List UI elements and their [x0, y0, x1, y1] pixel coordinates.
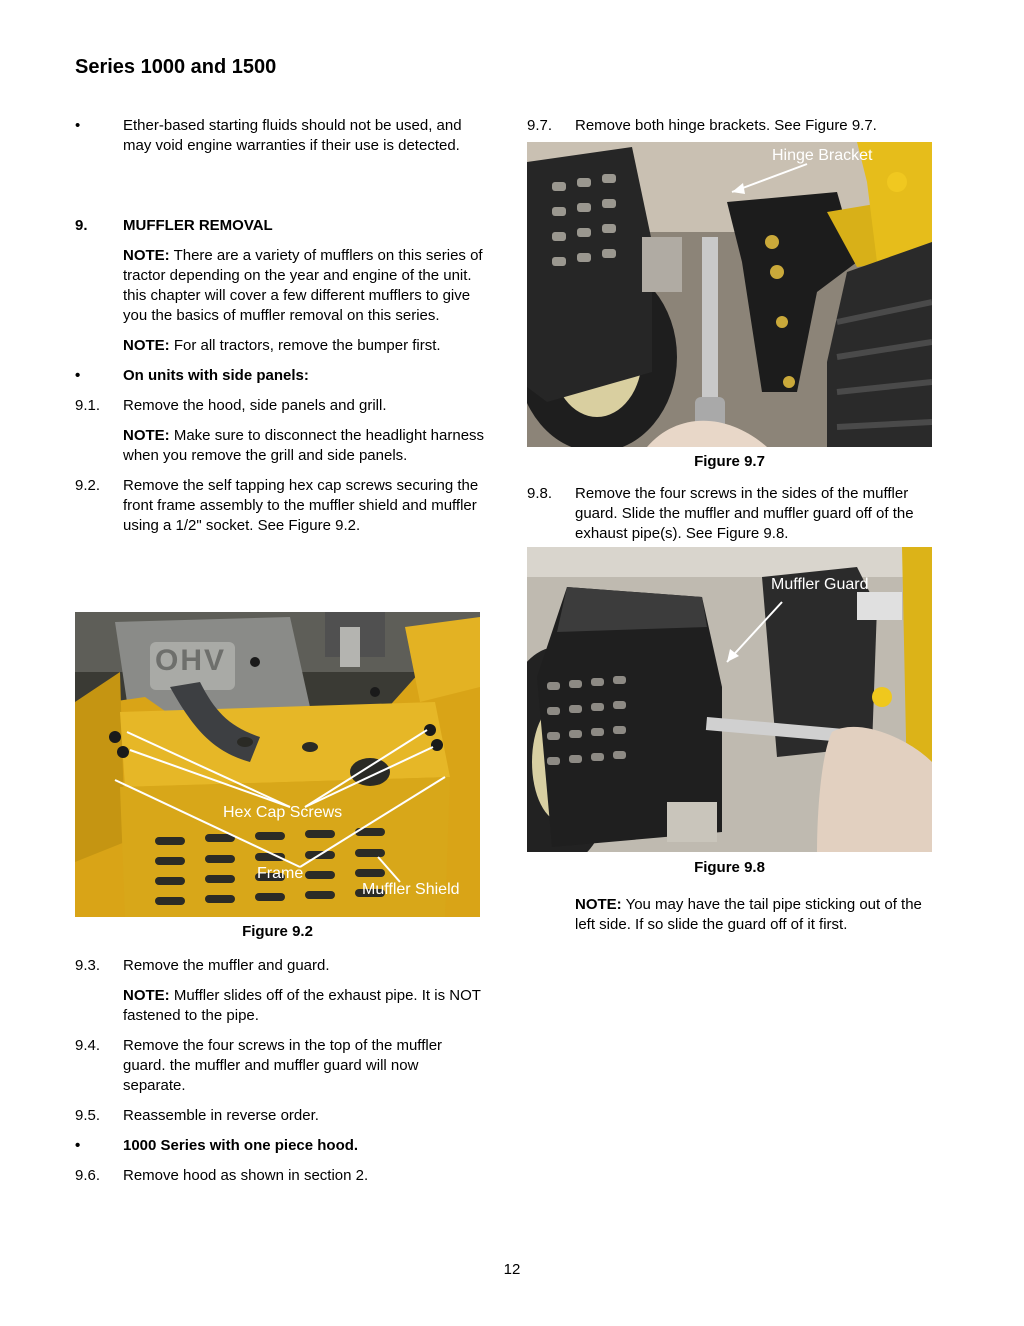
note-label: NOTE:: [123, 247, 170, 264]
step-9-2: [75, 476, 485, 536]
right-column: [527, 116, 935, 136]
note-text: Make sure to disconnect the headlight harness when you remove the grill and side panels.: [123, 427, 485, 464]
step-text: Reassemble in reverse order.: [123, 1107, 319, 1124]
step-number: 9.6.: [75, 1167, 101, 1184]
step-number: 9.4.: [75, 1037, 101, 1054]
muffler-shield-label: Muffler Shield: [362, 881, 460, 898]
bullet-marker: •: [75, 1137, 81, 1154]
section-title: MUFFLER REMOVAL: [123, 217, 273, 234]
step-text: Remove the self tapping hex cap screws securing the front frame assembly to the muffler shield and muffler using a 1/2" socket. See Figure 9.2.: [123, 477, 479, 534]
bullet-marker: •: [75, 117, 81, 134]
step-9-5: [75, 1106, 485, 1126]
step-number: 9.5.: [75, 1107, 101, 1124]
note-label: NOTE:: [575, 896, 622, 913]
left-column: [75, 116, 485, 536]
step-text: Remove the four screws in the top of the muffler guard. the muffler and muffler guard will now separate.: [123, 1037, 443, 1094]
figure-9-8-caption: Figure 9.8: [694, 859, 765, 876]
step-number: 9.1.: [75, 397, 101, 414]
figure-9-2-caption: Figure 9.2: [242, 923, 313, 940]
figure-9-8-illustration: [527, 547, 932, 852]
step-number: 9.3.: [75, 957, 101, 974]
note-bumper: [75, 336, 485, 356]
section-number: 9.: [75, 217, 88, 234]
figure-9-8-photo: [527, 547, 932, 852]
hinge-bracket-label: Hinge Bracket: [772, 147, 873, 164]
note-text: Muffler slides off of the exhaust pipe. It is NOT fastened to the pipe.: [123, 987, 481, 1024]
step-9-3: [75, 956, 485, 976]
note-pipe: [75, 986, 485, 1026]
step-9-4: [75, 1036, 485, 1096]
bullet-text: 1000 Series with one piece hood.: [123, 1137, 359, 1154]
step-9-8: [527, 484, 935, 544]
step-number: 9.8.: [527, 485, 553, 502]
step-number: 9.7.: [527, 117, 553, 134]
note-text: There are a variety of mufflers on this series of tractor depending on the year and engine of the unit. this chapter will cover a few different mufflers to give you the basics of muffler removal on this series.: [123, 247, 483, 324]
figure-9-2-photo: [75, 612, 480, 917]
left-column-lower: [75, 956, 485, 1186]
note-label: NOTE:: [123, 337, 170, 354]
step-9-1: [75, 396, 485, 416]
step-9-7: [527, 116, 935, 136]
note-harness: [75, 426, 485, 466]
frame-label: Frame: [257, 865, 304, 882]
bullet-text: On units with side panels:: [123, 367, 309, 384]
section-heading: [75, 216, 485, 236]
right-column-lower: [575, 895, 935, 935]
note-tail-pipe: [575, 895, 935, 935]
figure-9-7-illustration: [527, 142, 932, 447]
page-title: Series 1000 and 1500: [75, 56, 277, 78]
note-label: NOTE:: [123, 987, 170, 1004]
bullet-marker: •: [75, 367, 81, 384]
note-text: For all tractors, remove the bumper first.: [173, 337, 441, 354]
step-number: 9.2.: [75, 477, 101, 494]
note-varieties: [75, 246, 485, 326]
step-9-6: [75, 1166, 485, 1186]
right-column-mid: [527, 484, 935, 544]
step-text: Remove the hood, side panels and grill.: [123, 397, 387, 414]
intro-bullet: [75, 116, 485, 176]
hex-cap-screws-label: Hex Cap Screws: [223, 804, 343, 821]
bullet-side-panels: [75, 366, 485, 386]
page-number: 12: [503, 1261, 521, 1278]
muffler-guard-label: Muffler Guard: [771, 576, 869, 593]
step-text: Remove hood as shown in section 2.: [123, 1167, 369, 1184]
figure-9-7-photo: [527, 142, 932, 447]
step-text: Remove the muffler and guard.: [123, 957, 330, 974]
note-label: NOTE:: [123, 427, 170, 444]
bullet-1000-series: [75, 1136, 485, 1156]
note-text: You may have the tail pipe sticking out of the left side. If so slide the guard off of it first.: [575, 896, 922, 933]
step-text: Remove the four screws in the sides of the muffler guard. Slide the muffler and muffler guard off of the exhaust pipe(s). See Figure 9.8.: [575, 485, 914, 542]
step-text: Remove both hinge brackets. See Figure 9.7.: [575, 117, 877, 134]
figure-9-7-caption: Figure 9.7: [694, 453, 765, 470]
ohv-badge: OHV: [155, 644, 227, 677]
bullet-text: Ether-based starting fluids should not be used, and may void engine warranties if their use is detected.: [123, 117, 462, 154]
